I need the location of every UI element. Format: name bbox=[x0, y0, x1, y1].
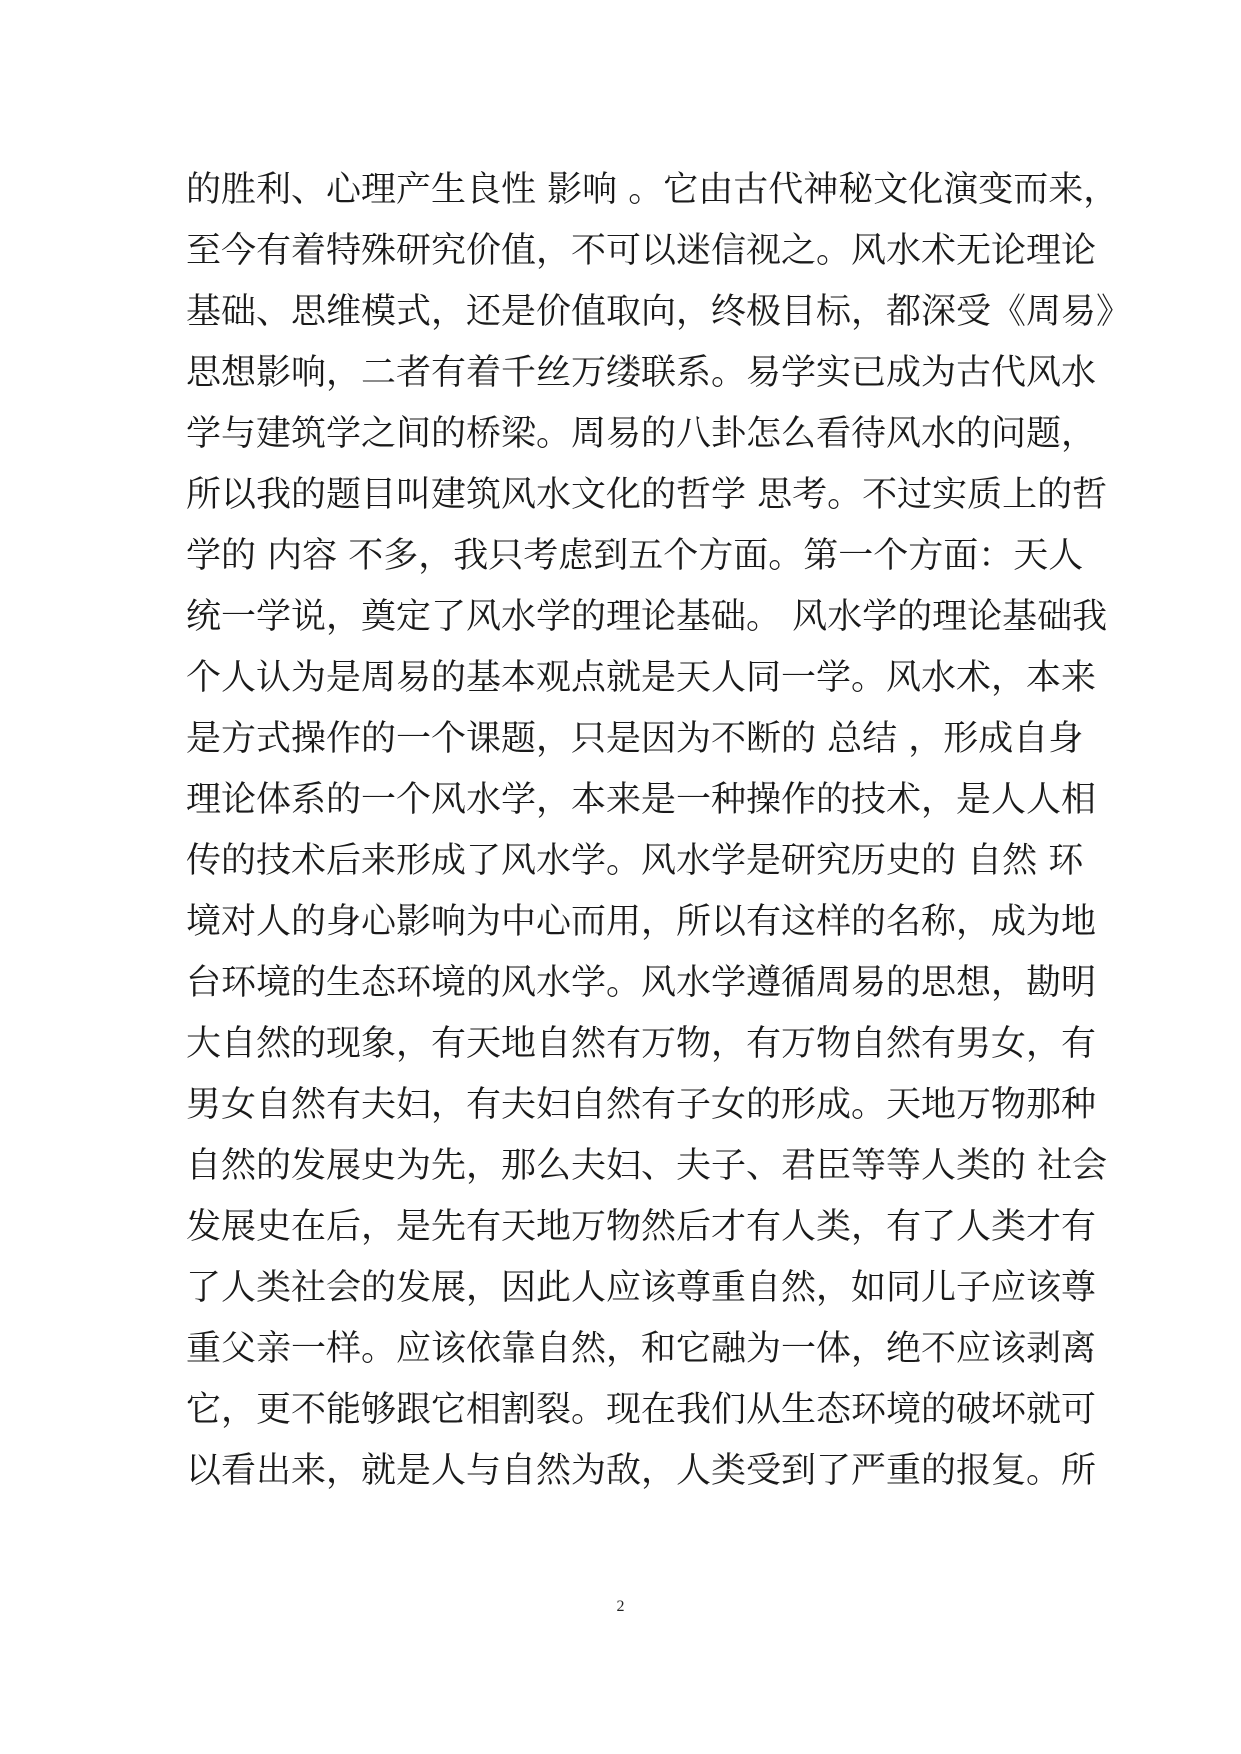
text-line: 重父亲一样。应该依靠自然，和它融为一体，绝不应该剥离 bbox=[186, 1329, 1097, 1369]
text-line: 以看出来，就是人与自然为敌，人类受到了严重的报复。所 bbox=[186, 1451, 1097, 1491]
page-number: 2 bbox=[616, 1598, 625, 1615]
text-line: 统一学说，奠定了风水学的理论基础。 风水学的理论基础我 bbox=[186, 597, 1108, 637]
body-text bbox=[186, 160, 1132, 1502]
text-line: 学的 内容 不多，我只考虑到五个方面。第一个方面：天人 bbox=[186, 536, 1084, 576]
text-line: 台环境的生态环境的风水学。风水学遵循周易的思想，勘明 bbox=[186, 963, 1097, 1003]
text-line: 了人类社会的发展，因此人应该尊重自然，如同儿子应该尊 bbox=[186, 1268, 1097, 1308]
text-line: 至今有着特殊研究价值，不可以迷信视之。风水术无论理论 bbox=[186, 231, 1097, 271]
text-line: 男女自然有夫妇，有夫妇自然有子女的形成。天地万物那种 bbox=[186, 1085, 1097, 1125]
text-line: 传的技术后来形成了风水学。风水学是研究历史的 自然 环 bbox=[186, 841, 1084, 881]
text-line: 思想影响，二者有着千丝万缕联系。易学实已成为古代风水 bbox=[186, 353, 1097, 393]
text-line: 理论体系的一个风水学，本来是一种操作的技术，是人人相 bbox=[186, 780, 1097, 820]
text-line: 它，更不能够跟它相割裂。现在我们从生态环境的破坏就可 bbox=[186, 1390, 1097, 1430]
text-line: 基础、思维模式，还是价值取向，终极目标，都深受《周易》 bbox=[186, 292, 1132, 332]
text-line: 是方式操作的一个课题，只是因为不断的 总结 ，形成自身 bbox=[186, 719, 1084, 759]
text-line: 发展史在后，是先有天地万物然后才有人类，有了人类才有 bbox=[186, 1207, 1097, 1247]
text-line: 所以我的题目叫建筑风水文化的哲学 思考。不过实质上的哲 bbox=[186, 475, 1108, 515]
text-line: 境对人的身心影响为中心而用，所以有这样的名称，成为地 bbox=[186, 902, 1097, 942]
text-line: 自然的发展史为先，那么夫妇、夫子、君臣等等人类的 社会 bbox=[186, 1146, 1108, 1186]
text-line: 个人认为是周易的基本观点就是天人同一学。风水术，本来 bbox=[186, 658, 1097, 698]
text-line: 学与建筑学之间的桥梁。周易的八卦怎么看待风水的问题， bbox=[186, 414, 1097, 454]
text-line: 大自然的现象，有天地自然有万物，有万物自然有男女，有 bbox=[186, 1024, 1097, 1064]
text-line: 的胜利、心理产生良性 影响 。它由古代神秘文化演变而来， bbox=[186, 170, 1119, 210]
